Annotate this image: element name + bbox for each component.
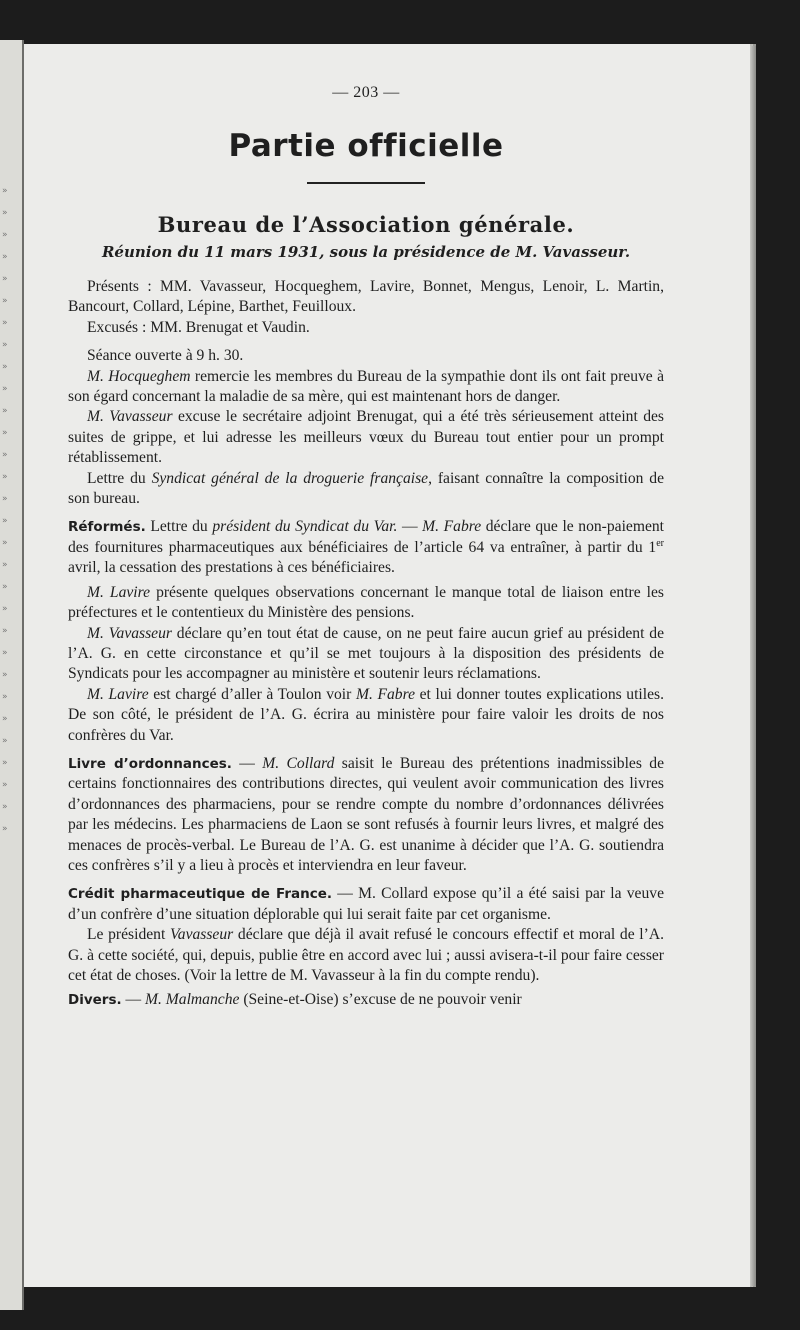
syndicat-name: Syndicat général de la droguerie française <box>151 469 429 487</box>
presents-paragraph: Présents : MM. Vavasseur, Hocqueghem, Lavire, Bonnet, Mengus, Lenoir, L. Martin, Bancourt, Collard, Lépine, Barthet, Feuilloux. <box>68 278 664 316</box>
left-page-marks: » » » » » » » » » » » » » » » » » » » » » » » » » » » » » » <box>2 186 8 834</box>
paragraph-text: déclare que le non-paiement des fournitures pharmaceutiques aux bénéficiaires de l’article 64 va entraîner, à partir du 1 <box>68 518 665 556</box>
vavasseur-declaration-paragraph <box>68 624 664 685</box>
syndicat-var: président du Syndicat du Var. <box>212 518 398 536</box>
paragraph-text: présente quelques observations concernant le manque total de liaison entre les préfectures et le contentieux du Ministère des pensions. <box>68 583 664 622</box>
page-title: Partie officielle <box>228 128 504 164</box>
livre-paragraph <box>68 754 664 876</box>
meeting-line: Réunion du 11 mars 1931, sous la présidence de M. Vavasseur. <box>101 243 631 261</box>
credit-heading: Crédit pharmaceutique de France. <box>68 886 332 903</box>
lettre-paragraph <box>68 469 664 510</box>
divers-paragraph <box>68 990 664 1010</box>
paragraph-text: Le président <box>87 926 170 944</box>
paragraph-text: saisit le Bureau des prétentions inadmissibles de certains fonctionnaires des contributions directes, qui veulent avoir communication des livres d’ordonnances des pharmaciens, pour se rendre compte du nombre d’ordonnances délivrées par les médecins. Les pharmaciens de Laon se sont refusés à fournir leurs livres, et malgré des menaces de procès-verbal. Le Bureau de l’A. G. est unanime à décider que l’A. G. soutiendra ces confrères s’il y a lieu à procès et interviendra en leur faveur. <box>68 754 664 874</box>
speaker-name: Vavasseur <box>169 926 234 944</box>
left-page-edge <box>0 40 24 1310</box>
livre-heading: Livre d’ordonnances. <box>68 755 232 772</box>
divers-heading: Divers. <box>68 992 122 1009</box>
speaker-name: M. Hocqueghem <box>87 367 191 385</box>
reformes-paragraph <box>68 517 664 578</box>
section-title: Bureau de l’Association générale. <box>157 212 575 237</box>
page-number: — 203 — <box>332 84 400 101</box>
paragraph-text: Lettre du <box>87 469 152 487</box>
paragraph-text: déclare que déjà il avait refusé le concours effectif et moral de l’A. G. à cette société, qui, depuis, publie être en accord avec lui ; aussi avisera-t-il pour faire cesser cet état de choses. (Voir la lettre de M. Vavasseur à la fin du compte rendu). <box>68 926 664 984</box>
vavasseur-paragraph <box>68 407 664 468</box>
paragraph-text: déclare qu’en tout état de cause, on ne peut faire aucun grief au président de l’A. G. en cette circonstance et qu’il se met toujours à la disposition des présidents de Syndicats pour les accompagner au ministère et soutenir leurs réclamations. <box>68 624 664 683</box>
document-page <box>24 44 750 1287</box>
title-rule <box>307 182 425 184</box>
credit-paragraph <box>68 884 664 925</box>
superscript: er <box>656 537 664 549</box>
speaker-name: M. Vavasseur <box>87 624 172 642</box>
paragraph-text: avril, la cessation des prestations à ces bénéficiaires. <box>68 559 395 577</box>
excuses-paragraph: Excusés : MM. Brenugat et Vaudin. <box>87 318 310 336</box>
speaker-name: M. Fabre <box>422 518 482 536</box>
paragraph-text: — <box>397 518 423 536</box>
paragraph-text: excuse le secrétaire adjoint Brenugat, qui a été très sérieusement atteint des suites de grippe, et lui adresse les meilleurs vœux du Bureau tout entier pour un prompt rétablissement. <box>68 408 664 467</box>
page-content <box>68 84 664 1011</box>
paragraph-text: — M. Collard expose qu’il a été saisi par la veuve d’un confrère d’une situation déplorable qui lui serait faite par cet organisme. <box>68 885 664 923</box>
president-paragraph <box>68 925 664 986</box>
paragraph-text: remercie les membres du Bureau de la sympathie dont ils ont fait preuve à son égard concernant la maladie de sa mère, qui est maintenant hors de danger. <box>68 367 665 406</box>
paragraph-text: (Seine-et-Oise) s’excuse de ne pouvoir venir <box>239 991 522 1009</box>
page-edge-shadow <box>750 46 756 1286</box>
paragraph-text: , faisant connaître la composition de son bureau. <box>68 469 665 508</box>
paragraph-text: — <box>231 754 263 772</box>
speaker-name: M. Vavasseur <box>87 408 173 426</box>
speaker-name: M. Lavire <box>87 583 151 601</box>
paragraph-text: est chargé d’aller à Toulon voir <box>148 685 356 703</box>
paragraph-text: — <box>121 991 146 1009</box>
seance-paragraph: Séance ouverte à 9 h. 30. <box>87 347 244 365</box>
speaker-name: M. Fabre <box>355 685 415 703</box>
reformes-heading: Réformés. <box>68 519 146 536</box>
hocqueghem-paragraph <box>68 367 664 408</box>
paragraph-text: Lettre du <box>145 518 213 536</box>
speaker-name: M. Collard <box>262 754 335 772</box>
lavire-toulon-paragraph <box>68 685 664 746</box>
lavire-paragraph <box>68 583 664 624</box>
speaker-name: M. Lavire <box>87 685 149 703</box>
speaker-name: M. Malmanche <box>145 991 240 1009</box>
paragraph-text: et lui donner toutes explications utiles. De son côté, le président de l’A. G. écrira au ministère pour faire valoir les droits de nos confrères du Var. <box>68 685 664 744</box>
